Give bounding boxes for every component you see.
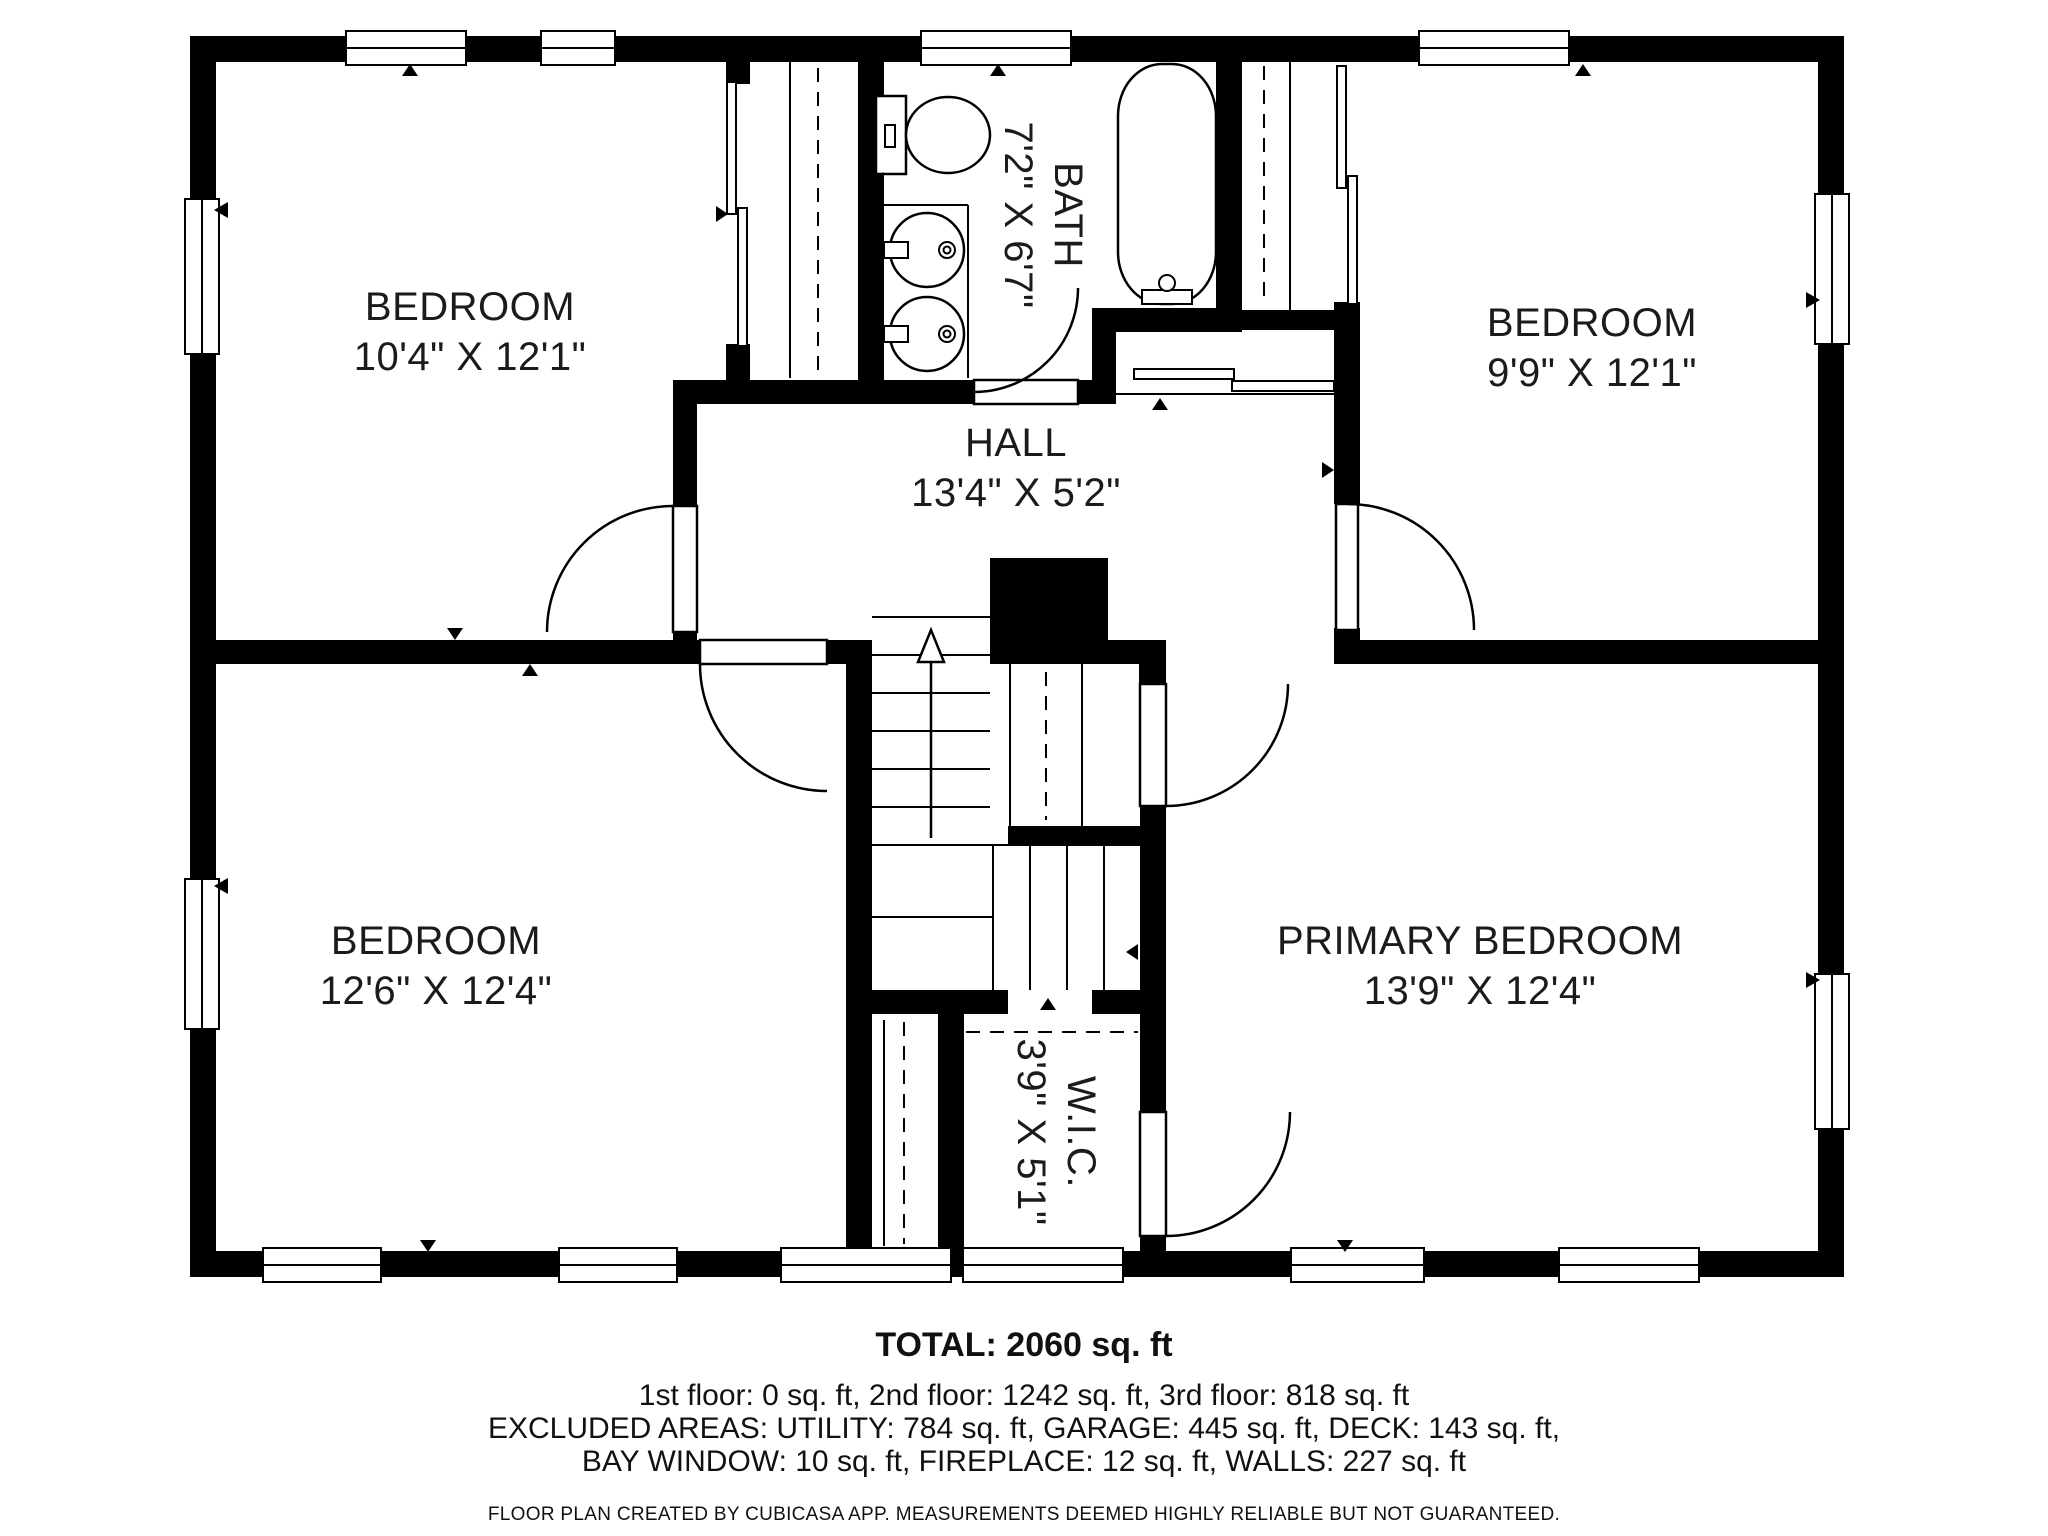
room-dims: 7'2" X 6'7" xyxy=(996,121,1040,309)
room-name: BEDROOM xyxy=(330,919,542,963)
room-dims: 10'4" X 12'1" xyxy=(353,335,587,379)
floor-areas: 1st floor: 0 sq. ft, 2nd floor: 1242 sq. ft, 3rd floor: 818 sq. ft xyxy=(638,1379,1410,1412)
door-leaf xyxy=(1140,1112,1166,1236)
room-label-primary-bedroom xyxy=(1277,918,1683,1014)
door-leaf xyxy=(1140,684,1166,806)
door-arc xyxy=(1348,504,1474,630)
room-label-bedroom-top-right xyxy=(1487,300,1697,396)
room-name: PRIMARY BEDROOM xyxy=(1276,919,1684,963)
sliding-door xyxy=(1337,66,1346,188)
room-name: BEDROOM xyxy=(364,285,576,329)
room-dims: 9'9" X 12'1" xyxy=(1487,351,1697,395)
door-arc xyxy=(1166,1112,1290,1236)
sink-icon xyxy=(884,213,964,287)
door-leaf xyxy=(1336,504,1358,630)
room-label-bedroom-top-left xyxy=(354,284,587,380)
sliding-door xyxy=(738,208,747,346)
summary-block xyxy=(0,1326,2048,1526)
door-arc xyxy=(547,506,673,632)
door-leaf xyxy=(700,640,827,664)
room-dims: 13'9" X 12'4" xyxy=(1363,969,1597,1013)
excluded-areas-line2: BAY WINDOW: 10 sq. ft, FIREPLACE: 12 sq. ft, WALLS: 227 sq. ft xyxy=(581,1445,1467,1478)
staircase-icon xyxy=(872,630,1104,990)
total-area: TOTAL: 2060 sq. ft xyxy=(875,1326,1173,1364)
room-label-bath xyxy=(995,121,1091,308)
toilet-icon xyxy=(876,96,990,174)
room-dims: 3'9" X 5'1" xyxy=(1009,1038,1053,1226)
room-dims: 13'4" X 5'2" xyxy=(911,471,1121,515)
sliding-door xyxy=(1134,369,1234,379)
sliding-door xyxy=(1348,176,1357,304)
room-name: BATH xyxy=(1046,162,1090,268)
disclaimer: FLOOR PLAN CREATED BY CUBICASA APP. MEASUREMENTS DEEMED HIGHLY RELIABLE BUT NOT GUARANTEED. xyxy=(487,1504,1561,1525)
sliding-door xyxy=(1232,381,1334,391)
sink-icon xyxy=(884,297,964,371)
door-arc xyxy=(700,664,827,791)
room-label-wic xyxy=(1008,1038,1104,1225)
bathtub-icon xyxy=(1118,64,1216,304)
room-label-hall xyxy=(911,420,1121,516)
room-label-bedroom-bottom-left xyxy=(320,918,553,1014)
room-name: W.I.C. xyxy=(1059,1076,1103,1188)
room-dims: 12'6" X 12'4" xyxy=(319,969,553,1013)
room-name: BEDROOM xyxy=(1486,301,1698,345)
door-leaf xyxy=(673,506,697,632)
room-name: HALL xyxy=(964,421,1068,465)
door-arc xyxy=(1166,684,1288,806)
excluded-areas-line1: EXCLUDED AREAS: UTILITY: 784 sq. ft, GARAGE: 445 sq. ft, DECK: 143 sq. ft, xyxy=(487,1412,1561,1445)
sliding-door xyxy=(727,82,736,214)
